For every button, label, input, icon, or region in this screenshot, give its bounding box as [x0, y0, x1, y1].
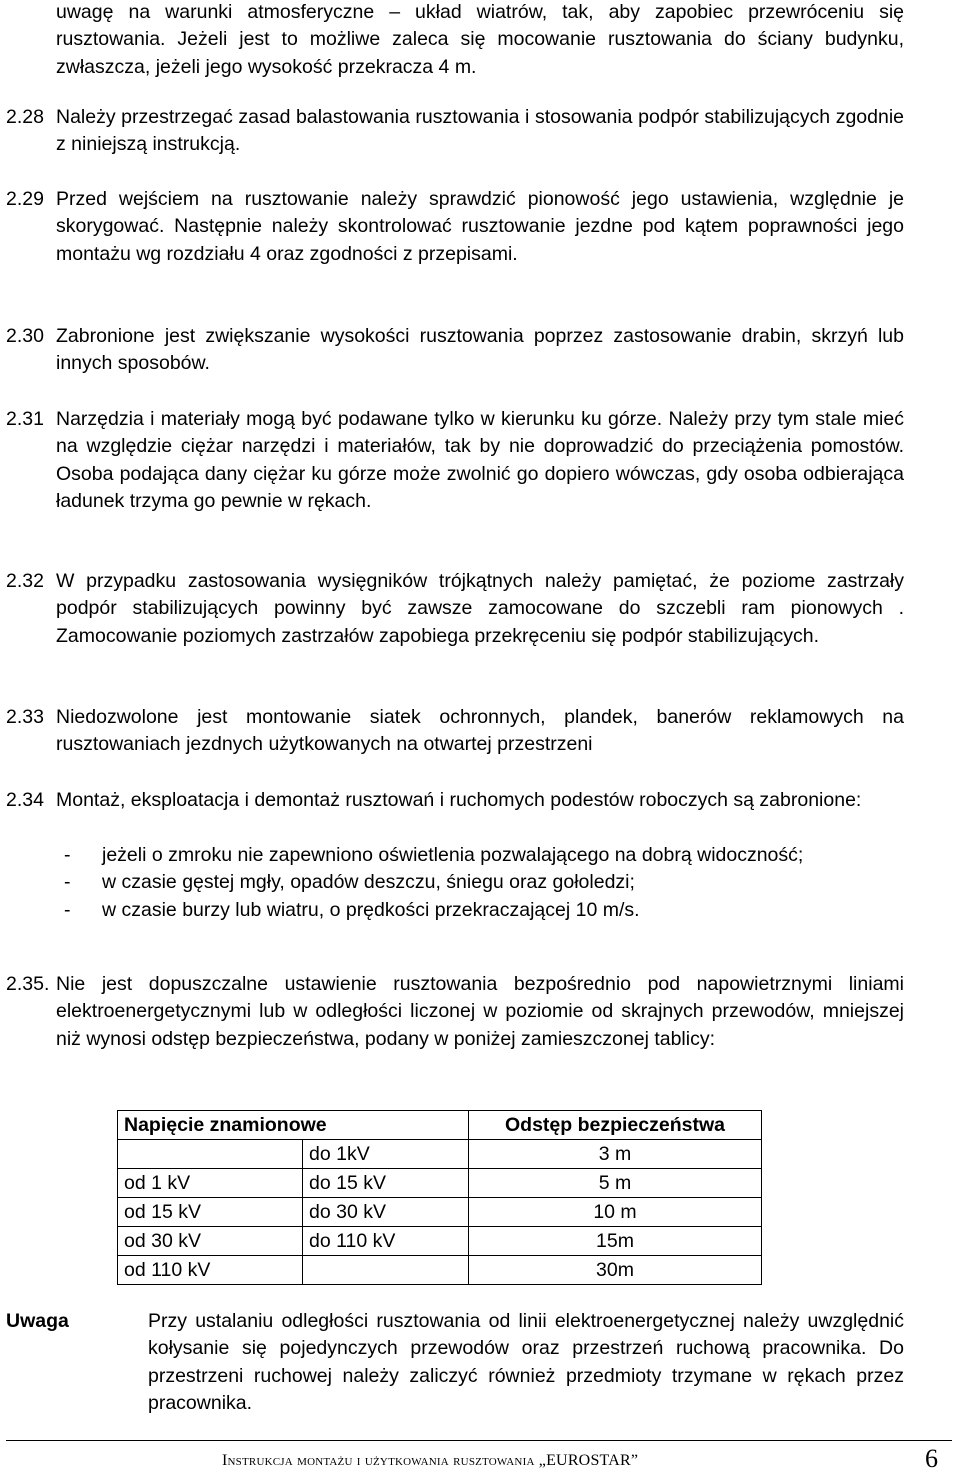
- table-cell: [303, 1256, 469, 1285]
- page-number: 6: [925, 1444, 938, 1473]
- item-number: 2.35.: [6, 973, 50, 995]
- item-text: Przed wejściem na rusztowanie należy sprawdzić pionowość jego ustawienia, względnie je skorygować. Następnie należy skontrolować rusztowanie jezdne pod kątem poprawności jego montażu wg rozdziału 4 oraz zgodności z przepisami.: [56, 188, 904, 265]
- item-number: 2.29: [6, 188, 44, 210]
- item-2-28: [6, 104, 904, 159]
- table-cell: od 1 kV: [118, 1169, 303, 1198]
- table-row: [118, 1169, 762, 1198]
- table-cell: do 110 kV: [303, 1227, 469, 1256]
- note-text: Przy ustalaniu odległości rusztowania od linii elektroenergetycznej należy uwzględnić kołysanie się pojedynczych przewodów oraz przestrzeń ruchową pracownika. Do przestrzeni ruchowej należy zaliczyć również przedmioty trzymane w rękach przez pracownika.: [148, 1310, 904, 1415]
- item-number: 2.31: [6, 408, 44, 430]
- header-distance: Odstęp bezpieczeństwa: [469, 1111, 762, 1140]
- item-2-31: [6, 406, 904, 516]
- item-text: Montaż, eksploatacja i demontaż rusztowań i ruchomych podestów roboczych są zabronione:: [56, 789, 862, 811]
- item-2-30: [6, 323, 904, 378]
- list-item: - w czasie burzy lub wiatru, o prędkości przekraczającej 10 m/s.: [64, 898, 640, 921]
- table-cell: 15m: [469, 1227, 762, 1256]
- item-number: 2.32: [6, 570, 44, 592]
- item-2-35: [6, 971, 904, 1053]
- item-2-34: [6, 787, 904, 814]
- item-number: 2.34: [6, 789, 44, 811]
- footer-title: Instrukcja montażu i użytkowania rusztowania „EUROSTAR”: [222, 1452, 639, 1469]
- safety-distance-table: [117, 1110, 762, 1285]
- item-2-29: [6, 186, 904, 268]
- item-number: 2.28: [6, 106, 44, 128]
- table-cell: od 30 kV: [118, 1227, 303, 1256]
- item-2-32: [6, 568, 904, 650]
- item-text: Należy przestrzegać zasad balastowania rusztowania i stosowania podpór stabilizujących zgodnie z niniejszą instrukcją.: [56, 106, 904, 156]
- table-cell: 3 m: [469, 1140, 762, 1169]
- list-item: - jeżeli o zmroku nie zapewniono oświetlenia pozwalającego na dobrą widoczność;: [64, 844, 804, 866]
- table-cell: [118, 1140, 303, 1169]
- footer-divider: [6, 1440, 952, 1441]
- item-text: Nie jest dopuszczalne ustawienie rusztowania bezpośrednio pod napowietrznymi liniami elektroenergetycznymi lub w odległości liczonej w poziomie od skrajnych przewodów, mniejszej niż wynosi odstęp bezpieczeństwa, podany w poniżej zamieszczonej tablicy:: [56, 973, 904, 1050]
- table-cell: do 30 kV: [303, 1198, 469, 1227]
- header-voltage: Napięcie znamionowe: [118, 1111, 469, 1140]
- item-2-33: [6, 704, 904, 759]
- table-cell: od 15 kV: [118, 1198, 303, 1227]
- table-cell: 10 m: [469, 1198, 762, 1227]
- note-label: Uwaga: [6, 1310, 69, 1332]
- table-cell: 30m: [469, 1256, 762, 1285]
- list-item: - w czasie gęstej mgły, opadów deszczu, śniegu oraz gołoledzi;: [64, 871, 635, 894]
- table-row: [118, 1227, 762, 1256]
- item-text: Narzędzia i materiały mogą być podawane tylko w kierunku ku górze. Należy przy tym stale mieć na względzie ciężar narzędzi i materiałów, tak by nie doprowadzić do przeciążenia pomostów. Osoba podająca dany ciężar ku górze może zwolnić go dopiero wówczas, gdy osoba odbierająca ładunek trzyma go pewnie w rękach.: [56, 408, 904, 513]
- item-number: 2.30: [6, 325, 44, 347]
- table-header-row: [118, 1111, 762, 1140]
- table-cell: od 110 kV: [118, 1256, 303, 1285]
- table-cell: 5 m: [469, 1169, 762, 1198]
- table-row: [118, 1198, 762, 1227]
- table-cell: do 15 kV: [303, 1169, 469, 1198]
- list-item-text: w czasie burzy lub wiatru, o prędkości przekraczającej 10 m/s.: [102, 898, 640, 921]
- item-text: W przypadku zastosowania wysięgników trójkątnych należy pamiętać, że poziome zastrzały podpór stabilizujących powinny być zawsze zamocowane do szczebli ram pionowych . Zamocowanie poziomych zastrzałów zapobiega przekręceniu się podpór stabilizujących.: [56, 570, 904, 647]
- item-text: Zabronione jest zwiększanie wysokości rusztowania poprzez zastosowanie drabin, skrzyń lub innych sposobów.: [56, 325, 904, 375]
- intro-paragraph: uwagę na warunki atmosferyczne – układ wiatrów, tak, aby zapobiec przewróceniu się rusztowania. Jeżeli jest to możliwe zaleca się mocowanie rusztowania do ściany budynku, zwłaszcza, jeżeli jego wysokość przekracza 4 m.: [56, 1, 904, 78]
- item-number: 2.33: [6, 706, 44, 728]
- table-row: [118, 1140, 762, 1169]
- list-item-text: w czasie gęstej mgły, opadów deszczu, śniegu oraz gołoledzi;: [102, 871, 635, 894]
- item-text: Niedozwolone jest montowanie siatek ochronnych, plandek, banerów reklamowych na rusztowaniach jezdnych użytkowanych na otwartej przestrzeni: [56, 706, 904, 756]
- table-cell: do 1kV: [303, 1140, 469, 1169]
- table-row: [118, 1256, 762, 1285]
- list-item-text: jeżeli o zmroku nie zapewniono oświetlenia pozwalającego na dobrą widoczność;: [102, 844, 804, 866]
- prohibition-list: [56, 842, 906, 924]
